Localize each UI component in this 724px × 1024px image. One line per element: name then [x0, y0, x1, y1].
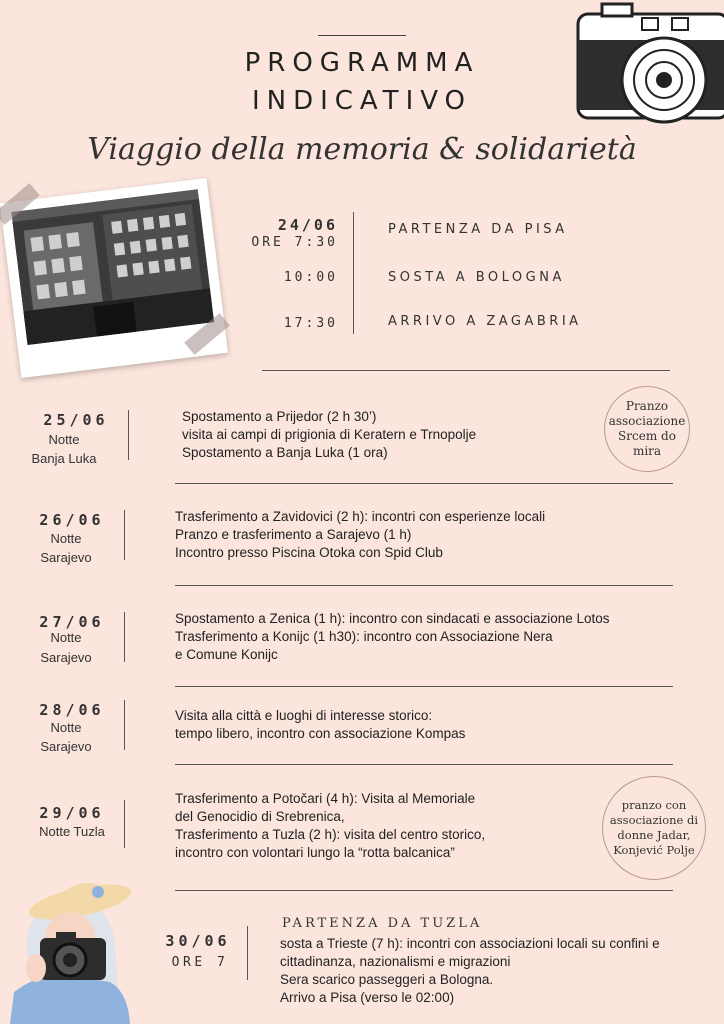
first-day-date: 24/06 [277, 216, 338, 234]
top-divider [318, 35, 406, 36]
day-details [175, 508, 545, 562]
detail-line: Pranzo e trasferimento a Sarajevo (1 h) [175, 527, 412, 542]
stamp-line: mira [632, 444, 662, 458]
stamp-line: Konjević Polje [613, 843, 695, 857]
stop-time: 17:30 [283, 316, 338, 331]
day-divider [124, 700, 125, 750]
stop-label: ARRIVO A ZAGABRIA [388, 314, 582, 329]
day-night: Notte Tuzla [39, 824, 105, 839]
detail-line: Arrivo a Pisa (verso le 02:00) [280, 990, 455, 1005]
day-details [182, 408, 476, 462]
day-date: 27/06 [39, 613, 105, 631]
section-divider [262, 370, 670, 371]
day-details [175, 707, 465, 743]
detail-line: del Genocidio di Srebrenica, [175, 809, 345, 824]
section-divider [175, 585, 673, 586]
lunch-stamp [602, 776, 706, 880]
detail-line: Trasferimento a Potočari (4 h): Visita al Memoriale [175, 791, 476, 806]
detail-line: tempo libero, incontro con associazione Kompas [175, 726, 466, 741]
stamp-line: pranzo con [621, 798, 687, 812]
day-details [175, 790, 485, 862]
first-day-time: ORE 7:30 [251, 235, 338, 250]
detail-line: Spostamento a Zenica (1 h): incontro con sindacati e associazione Lotos [175, 611, 610, 626]
stop-time: 10:00 [283, 270, 338, 285]
photographer-illustration [0, 872, 160, 1024]
day-time: ORE 7 [171, 955, 229, 970]
page-subtitle: Viaggio della memoria & solidarietà [87, 132, 637, 167]
detail-line: sosta a Trieste (7 h): incontri con associazioni locali su confini e [280, 936, 660, 951]
first-day-divider [353, 212, 354, 334]
day-night: Notte [50, 531, 82, 546]
day-date: 26/06 [39, 511, 105, 529]
day-location: Banja Luka [31, 451, 97, 466]
day-location: Sarajevo [40, 650, 92, 665]
section-divider [175, 686, 673, 687]
stop-label: PARTENZA DA PISA [388, 222, 568, 237]
detail-line: visita ai campi di prigionia di Keratern e Trnopolje [182, 427, 477, 442]
day-divider [124, 800, 125, 848]
stamp-line: donne Jadar, [617, 828, 691, 842]
day-details [280, 935, 660, 1007]
detail-line: Spostamento a Banja Luka (1 ora) [182, 445, 388, 460]
stamp-line: associazione di [609, 813, 699, 827]
day-location: Sarajevo [40, 739, 92, 754]
stamp-line: associazione [608, 414, 686, 428]
detail-line: Spostamento a Prijedor (2 h 30’) [182, 409, 377, 424]
page-title-line2: INDICATIVO [251, 86, 473, 116]
day-divider [247, 926, 248, 980]
detail-line: Trasferimento a Zavidovici (2 h): incontri con esperienze locali [175, 509, 546, 524]
day-night: Notte [50, 630, 82, 645]
lunch-stamp [604, 386, 690, 472]
day-location: Sarajevo [40, 550, 92, 565]
detail-line: cittadinanza, nazionalismi e migrazioni [280, 954, 511, 969]
detail-line: Trasferimento a Konijc (1 h30): incontro con Associazione Nera [175, 629, 553, 644]
day-divider [124, 510, 125, 560]
detail-line: e Comune Konijc [175, 647, 278, 662]
stamp-line: Srcem do [618, 429, 676, 443]
day-date: 28/06 [39, 701, 105, 719]
building-photo [11, 189, 214, 345]
departure-title: PARTENZA DA TUZLA [282, 916, 483, 931]
stamp-line: Pranzo [625, 399, 669, 413]
day-night: Notte [48, 432, 80, 447]
detail-line: Trasferimento a Tuzla (2 h): visita del centro storico, [175, 827, 486, 842]
day-divider [128, 410, 129, 460]
camera-icon [572, 0, 724, 132]
day-divider [124, 612, 125, 662]
day-night: Notte [50, 720, 82, 735]
day-date: 30/06 [165, 932, 231, 950]
day-date: 29/06 [39, 804, 105, 822]
page-title-line1: PROGRAMMA [244, 48, 480, 78]
detail-line: Visita alla città e luoghi di interesse storico: [175, 708, 433, 723]
detail-line: Sera scarico passeggeri a Bologna. [280, 972, 494, 987]
section-divider [175, 890, 673, 891]
day-date: 25/06 [43, 411, 109, 429]
section-divider [175, 764, 673, 765]
stop-label: SOSTA A BOLOGNA [388, 270, 565, 285]
detail-line: incontro con volontari lungo la “rotta balcanica” [175, 845, 455, 860]
day-details [175, 610, 610, 664]
section-divider [175, 483, 673, 484]
detail-line: Incontro presso Piscina Otoka con Spid Club [175, 545, 443, 560]
